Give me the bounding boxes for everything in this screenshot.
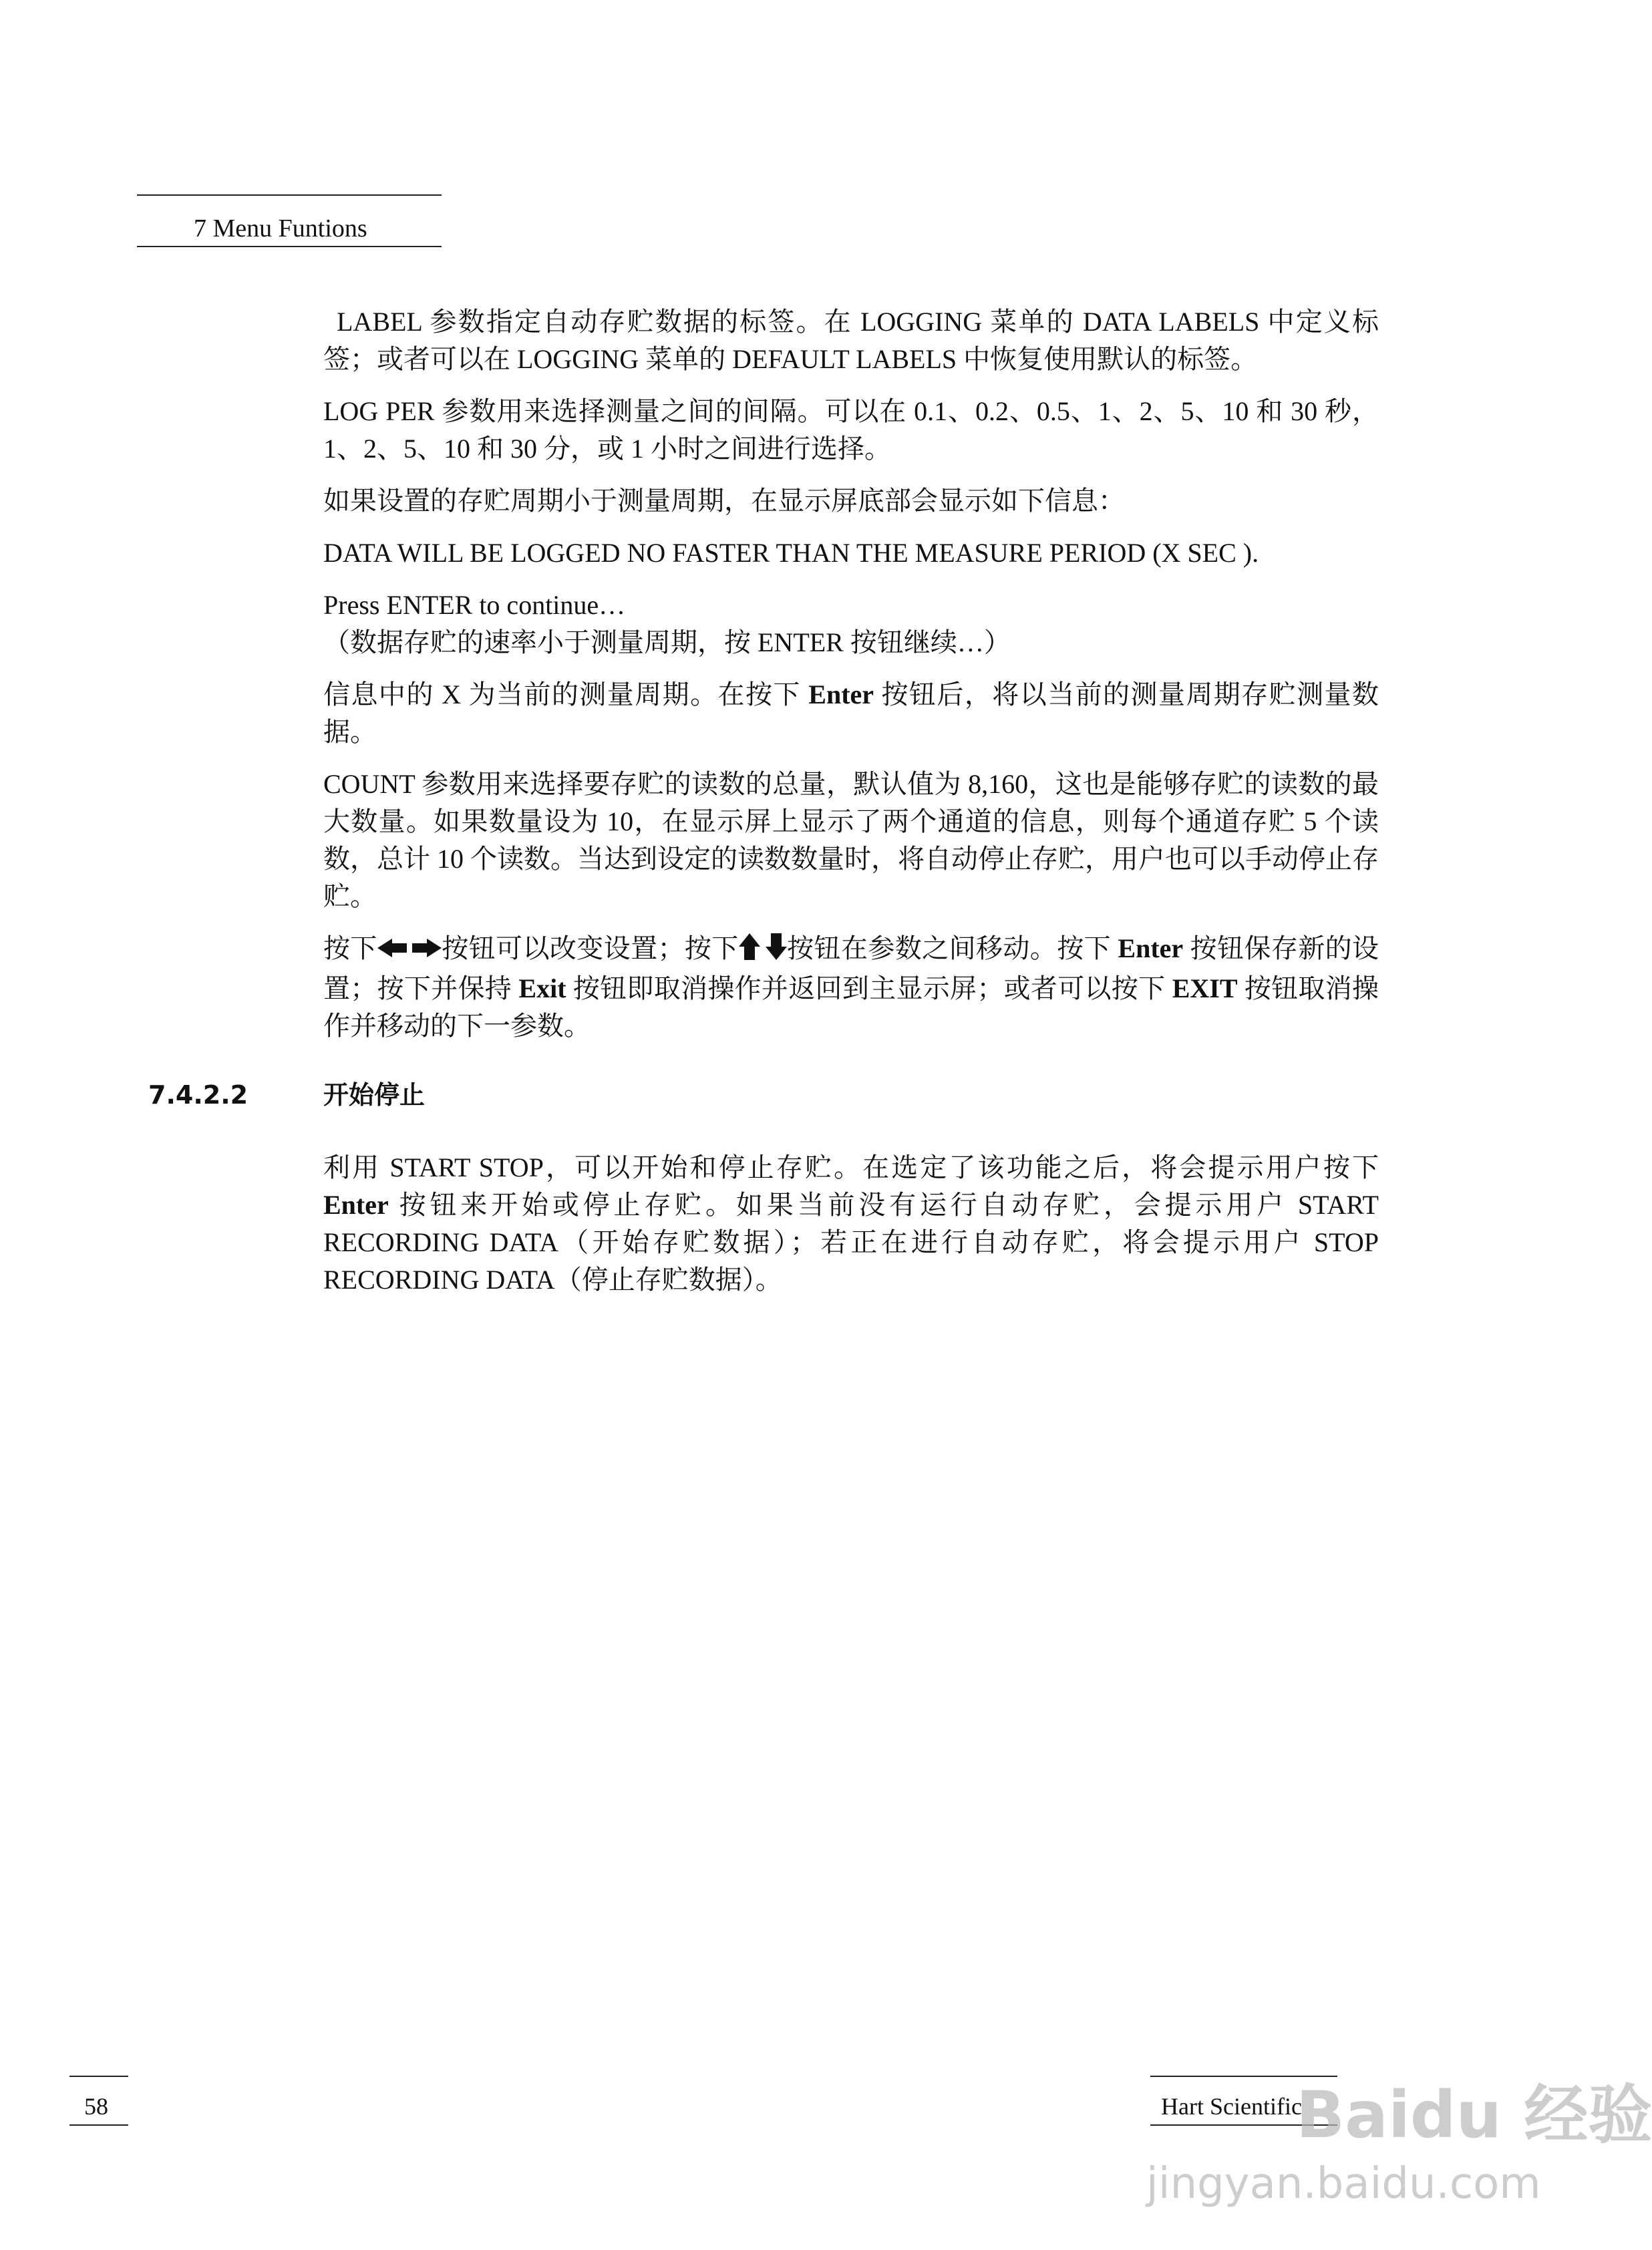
section-title: 开始停止 bbox=[323, 1080, 426, 1110]
footer-rule-left-bottom bbox=[69, 2124, 128, 2126]
paragraph-press-enter: Press ENTER to continue… bbox=[323, 590, 626, 620]
company-name: Hart Scientific bbox=[1161, 2093, 1302, 2120]
body-text bbox=[323, 303, 1379, 1060]
paragraph-count: COUNT 参数用来选择要存贮的读数的总量，默认值为 8,160，这也是能够存贮的读数的最大数量。如果数量设为 10，在显示屏上显示了两个通道的信息，则每个通道存贮 5 个读数，总计 10 个读数。当达到设定的读数数量时，将自动停止存贮，用户也可以手动停止存贮。 bbox=[323, 769, 1379, 911]
paragraph-period-warning: 如果设置的存贮周期小于测量周期，在显示屏底部会显示如下信息： bbox=[323, 486, 1125, 516]
baidu-watermark-url: jingyan.baidu.com bbox=[1146, 2159, 1541, 2209]
baidu-watermark-logo: Baidu 经验 bbox=[1296, 2078, 1652, 2152]
paragraph-label: LABEL 参数指定自动存贮数据的标签。在 LOGGING 菜单的 DATA LABELS 中定义标签；或者可以在 LOGGING 菜单的 DEFAULT LABELS 中恢复使用默认的标签。 bbox=[323, 307, 1379, 374]
header-rule-bottom bbox=[137, 246, 442, 247]
paragraph-x-explanation: 信息中的 X 为当前的测量周期。在按下 Enter 按钮后，将以当前的测量周期存贮测量数据。 bbox=[323, 679, 1379, 747]
header-section-title: 7 Menu Funtions bbox=[194, 214, 367, 243]
section-number: 7.4.2.2 bbox=[148, 1080, 249, 1110]
up-down-arrow-icons bbox=[739, 933, 787, 970]
header-rule-top bbox=[137, 194, 442, 196]
paragraph-buttons: 按下 按钮可以改变设置；按下 按钮在参数之间移动。按下 Enter 按钮保存新的设置；按下并保持 Exit 按钮即取消操作并返回到主显示屏；或者可以按下 EXIT 按钮取消操作并移动的下一参数。 bbox=[323, 933, 1379, 1041]
enter-key-label: Enter bbox=[323, 1190, 389, 1220]
paragraph-press-enter-translation: （数据存贮的速率小于测量周期，按 ENTER 按钮继续…） bbox=[323, 627, 1011, 657]
left-right-arrow-icons bbox=[377, 933, 442, 970]
page-number: 58 bbox=[84, 2093, 108, 2120]
paragraph-log-per: LOG PER 参数用来选择测量之间的间隔。可以在 0.1、0.2、0.5、1、2、5、10 和 30 秒，1、2、5、10 和 30 分，或 1 小时之间进行选择。 bbox=[323, 396, 1379, 464]
paragraph-start-stop: 利用 START STOP，可以开始和停止存贮。在选定了该功能之后，将会提示用户按下 Enter 按钮来开始或停止存贮。如果当前没有运行自动存贮，会提示用户 START RECORDING DATA（开始存贮数据）；若正在进行自动存贮，将会提示用户 STOP RECORDING DATA（停止存贮数据）。 bbox=[323, 1152, 1379, 1295]
paragraph-message-line: DATA WILL BE LOGGED NO FASTER THAN THE MEASURE PERIOD (X SEC ). bbox=[323, 538, 1259, 568]
section-body bbox=[323, 1149, 1379, 1313]
footer-rule-left-top bbox=[69, 2076, 128, 2077]
enter-key-label: Enter bbox=[808, 679, 874, 709]
